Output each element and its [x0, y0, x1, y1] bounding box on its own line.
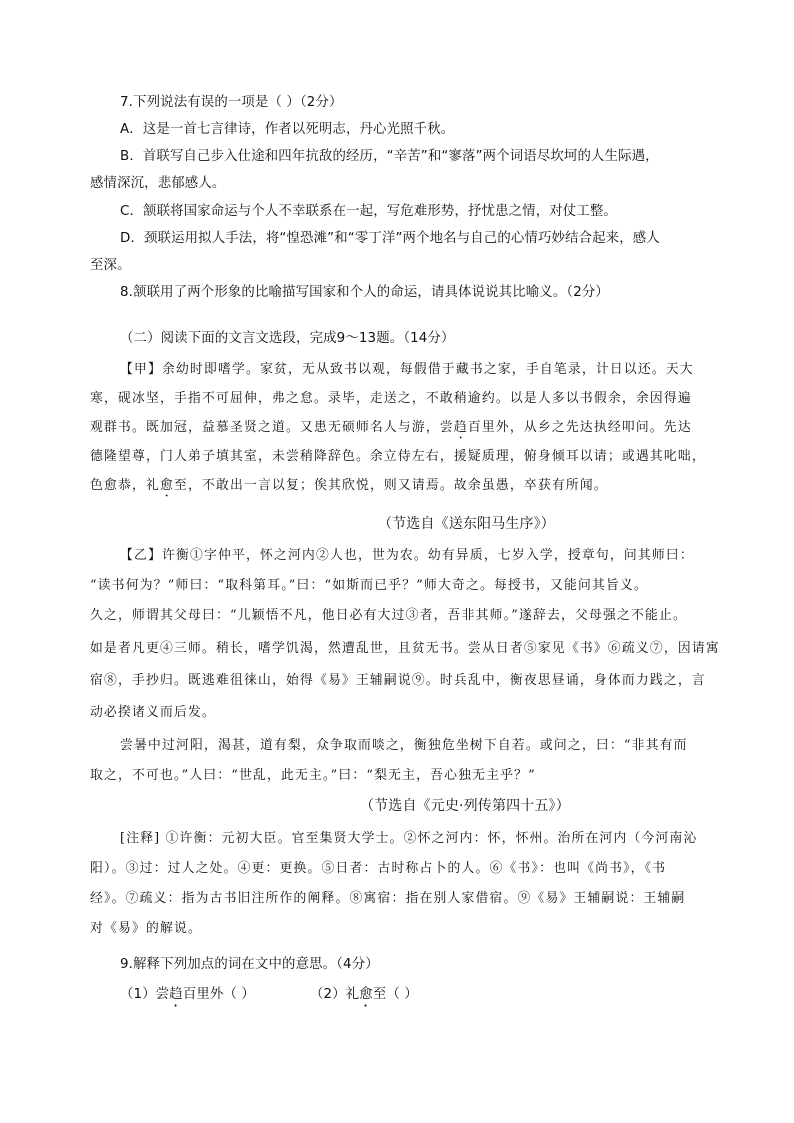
q7-option-c: C．颔联将国家命运与个人不幸联系在一起，写危难形势，抒忧患之情，对仗工整。 — [120, 204, 617, 219]
yi-line-4: 如是者凡更④三师。稍长，嗜学饥渴，然遭乱世，且贫无书。尝从日者⑤家见《书》⑥疏义⑦，因请寓 — [90, 641, 720, 656]
q7-option-a: A．这是一首七言律诗，作者以死明志，丹心光照千秋。 — [120, 122, 455, 137]
jia-line-4: 德隆望尊，门人弟子填其室，未尝稍降辞色。余立侍左右，援疑质理，俯身倾耳以请；或遇其叱咄， — [90, 449, 706, 464]
section2-heading: （二）阅读下面的文言文选段，完成9～13题。（14分） — [120, 331, 455, 346]
notes-line-2: 阳）。③过：过人之处。④更：更换。⑤日者：古时称占卜的人。⑥《书》：也叫《尚书》，《书 — [90, 861, 667, 876]
q9-item-1-dotted: 趋 — [169, 987, 183, 1002]
yi-line-8: 取之，不可也。”人曰：“世乱，此无主。”曰：“梨无主，吾心独无主乎？” — [90, 768, 536, 783]
yi-line-3: 久之，师谓其父母曰：“儿颖悟不凡，他日必有大过③者，吾非其师。”遂辞去，父母强之不能止。 — [90, 608, 687, 623]
yi-line-7: 尝暑中过河阳，渴甚，道有梨，众争取而啖之，衡独危坐树下自若。或问之，曰：“非其有而 — [120, 738, 688, 753]
notes-line-3: 经》。⑦疏义：指为古书旧注所作的阐释。⑧寓宿：指在别人家借宿。⑨《易》王辅嗣说：王辅嗣 — [90, 891, 686, 906]
yi-line-2: “读书何为？”师曰：“取科第耳。”曰：“如斯而已乎？”师大奇之。每授书，又能问其旨义。 — [90, 578, 648, 593]
jia-line-3: 观群书。既加冠，益慕圣贤之道。又患无硕师名人与游，尝趋百里外，从乡之先达执经叩问。先达 — [90, 420, 692, 435]
q9-item-2: （2）礼愈至（ ） — [310, 987, 418, 1002]
q7-option-b-line1: B．首联写自己步入仕途和四年抗敌的经历，“辛苦”和“寥落”两个词语尽坎坷的人生际遇， — [120, 149, 659, 164]
q7-option-d-line1: D．颈联运用拟人手法，将“惶恐滩”和“零丁洋”两个地名与自己的心情巧妙结合起来，感人 — [120, 231, 660, 246]
q9-stem: 9.解释下列加点的词在文中的意思。（4分） — [120, 957, 379, 972]
q8-stem: 8.颔联用了两个形象的比喻描写国家和个人的命运，请具体说说其比喻义。（2分） — [120, 285, 609, 300]
q9-item-2-dotted: 愈 — [359, 987, 373, 1002]
yi-source: （节选自《元史·列传第四十五》） — [360, 798, 570, 814]
yi-line-5: 宿⑧，手抄归。既逃难徂徕山，始得《易》王辅嗣说⑨。时兵乱中，衡夜思昼诵，身体而力践之，言 — [90, 673, 706, 688]
jia-line-1: 【甲】余幼时即嗜学。家贫，无从致书以观，每假借于藏书之家，手自笔录，计日以还。天大 — [120, 362, 694, 377]
jia-dotted-qu: 趋 — [453, 420, 468, 435]
jia-line-2: 寒，砚冰坚，手指不可屈伸，弗之怠。录毕，走送之，不敢稍逾约。以是人多以书假余，余因得遍 — [90, 391, 692, 406]
jia-line-5: 色愈恭，礼愈至，不敢出一言以复；俟其欣悦，则又请焉。故余虽愚，卒获有所闻。 — [90, 478, 608, 493]
q7-option-d-line2: 至深。 — [90, 258, 131, 273]
notes-line-4: 对《易》的解说。 — [90, 921, 202, 936]
q9-item-1: （1）尝趋百里外（ ） — [120, 987, 255, 1002]
q7-option-b-line2: 感情深沉，悲郁感人。 — [90, 176, 226, 191]
jia-source: （节选自《送东阳马生序》） — [378, 516, 555, 532]
notes-line-1: [注释] ①许衡：元初大臣。官至集贤大学士。②怀之河内：怀，怀州。治所在河内（今河南沁 — [120, 831, 698, 846]
yi-line-6: 动必揆诸义而后发。 — [90, 705, 216, 720]
q7-stem: 7.下列说法有误的一项是（ ）（2分） — [120, 95, 343, 110]
jia-dotted-yu: 愈 — [159, 478, 174, 493]
yi-line-1: 【乙】许衡①字仲平，怀之河内②人也，世为农。幼有异质，七岁入学，授章句，问其师曰： — [120, 548, 694, 563]
